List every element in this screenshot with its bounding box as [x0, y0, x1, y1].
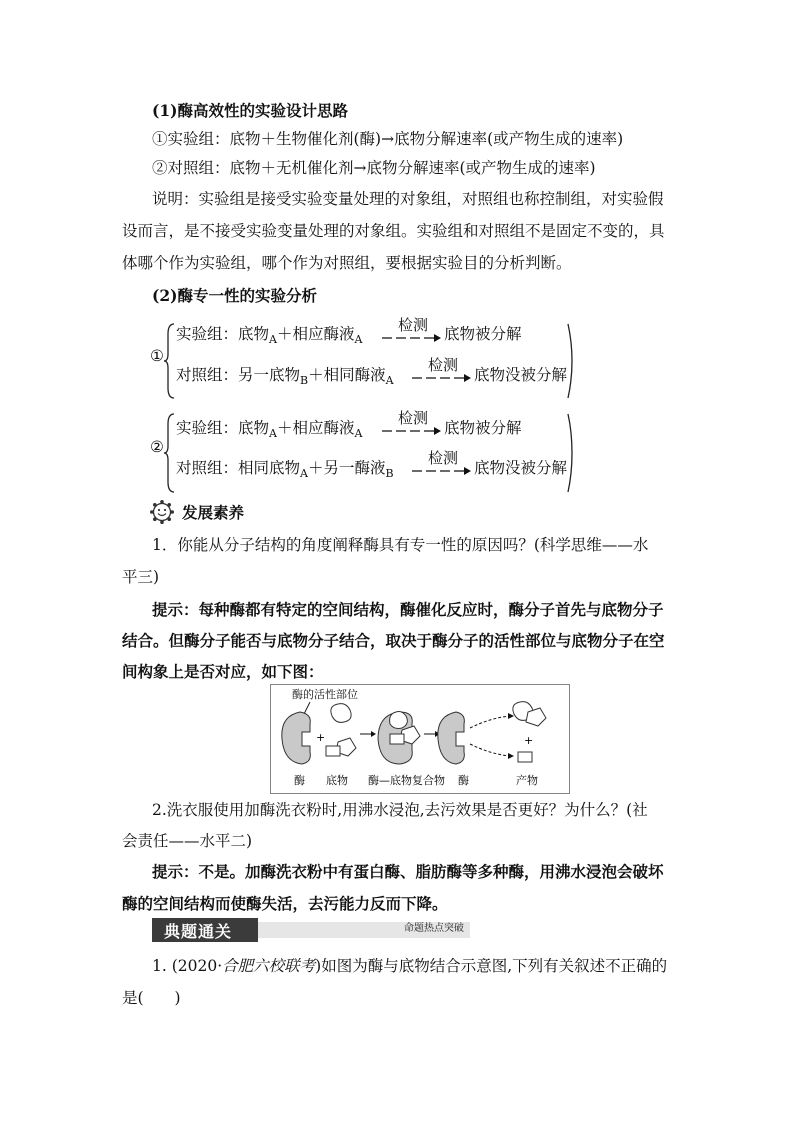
groupB-exp-sub1: A — [269, 427, 277, 440]
left-brace-1 — [164, 322, 176, 400]
product-rect — [518, 752, 532, 762]
a1-line-3: 间构象上是否对应，如下图： — [122, 662, 324, 681]
groupB-ctrl-sub1: A — [300, 467, 308, 480]
groupB-exp-lead: 实验组：底物 — [176, 419, 270, 437]
figure-plus-2: + — [524, 734, 534, 747]
groupB-exp-line — [176, 418, 362, 440]
groupA-exp-line — [176, 324, 362, 346]
detect-arrow-1 — [382, 314, 442, 348]
figure-plus-1: + — [316, 731, 326, 744]
a1-line-2: 结合。但酶分子能否与底物分子结合，取决于酶分子的活性部位与底物分子在空 — [122, 631, 665, 650]
substrate-heart — [331, 704, 351, 723]
groupA-ctrl-line — [176, 365, 394, 387]
a1-line-1: 提示：每种酶都有特定的空间结构，酶催化反应时，酶分子首先与底物分子 — [152, 600, 664, 619]
substrate-rect — [326, 746, 340, 756]
figure-label-product: 产物 — [516, 774, 538, 787]
groupB-ctrl-sub2: B — [385, 467, 394, 480]
question-text: )如图为酶与底物结合示意图,下列有关叙述不正确的 — [315, 957, 668, 975]
q1-line-1: 1．你能从分子结构的角度阐释酶具有专一性的原因吗？(科学思维——水 — [152, 536, 649, 554]
groupA-exp-sub2: A — [354, 333, 363, 346]
groupB-ctrl-mid: ＋另一酶液 — [307, 459, 386, 477]
detect-arrow-2 — [412, 354, 472, 388]
groupB-exp-result: 底物被分解 — [444, 419, 522, 437]
detect-arrow-4 — [412, 447, 472, 481]
note-line-1: 说明：实验组是接受实验变量处理的对象组，对照组也称控制组，对实验假 — [152, 190, 664, 208]
detect-label: 检测 — [398, 316, 429, 334]
figure-label-complex: 酶—底物复合物 — [368, 774, 445, 787]
a2-line-2: 酶的空间结构而使酶失活，去污能力反而下降。 — [122, 894, 448, 913]
groupA-ctrl-sub2: A — [385, 374, 394, 387]
question-source: 合肥六校联考 — [222, 957, 316, 975]
groupB-ctrl-line — [176, 458, 394, 480]
q1-line-2: 平三) — [122, 568, 160, 586]
detect-label: 检测 — [428, 449, 459, 467]
figure-label-enzyme2: 酶 — [458, 774, 469, 787]
enzyme-substrate-figure — [270, 684, 570, 794]
exp-group-line: ①实验组：底物＋生物催化剂(酶)→底物分解速率(或产物生成的速率) — [152, 130, 624, 148]
detect-arrow-3 — [382, 407, 442, 441]
figure-label-enzyme: 酶 — [294, 774, 305, 787]
groupB-exp-sub2: A — [354, 427, 363, 440]
q2-line-1: 2.洗衣服使用加酶洗衣粉时,用沸水浸泡,去污效果是否更好？为什么？(社 — [152, 801, 648, 819]
detect-label: 检测 — [428, 356, 459, 374]
question-line-2: 是( ) — [122, 989, 181, 1007]
groupA-exp-lead: 实验组：底物 — [176, 325, 270, 343]
section-banner — [152, 918, 470, 942]
group-marker-1: ① — [150, 347, 164, 365]
enzyme-shape — [282, 712, 311, 764]
banner-tag: 命题热点突破 — [404, 923, 464, 934]
groupB-exp-mid: ＋相应酶液 — [276, 419, 355, 437]
banner-label: 典题通关 — [164, 922, 233, 941]
groupA-ctrl-sub1: B — [300, 374, 309, 387]
smiley-icon — [150, 500, 174, 524]
group-marker-2: ② — [150, 438, 164, 456]
right-brace-1 — [566, 322, 576, 400]
note-line-3: 体哪个作为实验组，哪个作为对照组，要根据实验目的分析判断。 — [122, 254, 572, 272]
groupA-ctrl-result: 底物没被分解 — [474, 366, 568, 384]
a2-line-1: 提示：不是。加酶洗衣粉中有蛋白酶、脂肪酶等多种酶，用沸水浸泡会破坏 — [152, 862, 664, 881]
control-group-line: ②对照组：底物＋无机催化剂→底物分解速率(或产物生成的速率) — [152, 159, 596, 177]
question-line-1 — [152, 956, 667, 976]
groupA-exp-sub1: A — [269, 333, 277, 346]
figure-active-site-label: 酶的活性部位 — [292, 688, 358, 701]
groupB-ctrl-result: 底物没被分解 — [474, 459, 568, 477]
groupB-ctrl-lead: 对照组：相同底物 — [176, 459, 301, 477]
figure-label-substrate: 底物 — [326, 774, 348, 787]
section-title-efficiency: (1)酶高效性的实验设计思路 — [152, 101, 348, 120]
note-line-2: 设而言，是不接受实验变量处理的对象组。实验组和对照组不是固定不变的，具 — [122, 222, 665, 240]
q2-line-2: 会责任——水平二) — [122, 832, 253, 850]
groupA-exp-mid: ＋相应酶液 — [276, 325, 355, 343]
detect-label: 检测 — [398, 409, 429, 427]
question-number: 1. (2020· — [152, 957, 223, 975]
right-brace-2 — [566, 412, 576, 494]
groupA-exp-result: 底物被分解 — [444, 325, 522, 343]
free-enzyme — [438, 712, 465, 764]
groupA-ctrl-lead: 对照组：另一底物 — [176, 366, 301, 384]
develop-heading: 发展素养 — [182, 504, 245, 522]
section-title-specificity: (2)酶专一性的实验分析 — [152, 286, 317, 305]
left-brace-2 — [164, 412, 176, 494]
groupA-ctrl-mid: ＋相同酶液 — [308, 366, 386, 384]
